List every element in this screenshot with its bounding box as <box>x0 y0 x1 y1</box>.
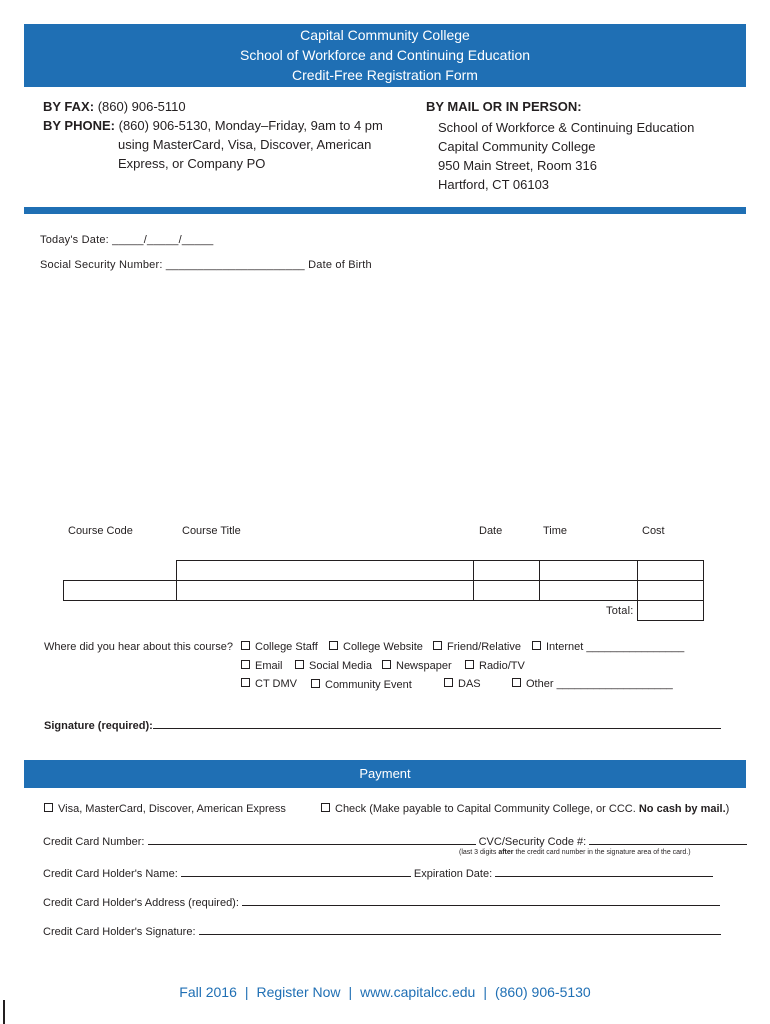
option-label: College Staff <box>255 641 318 653</box>
cvc-label: CVC/Security Code #: <box>478 836 587 848</box>
mail-label <box>426 97 582 116</box>
option-label: College Website <box>343 641 423 653</box>
footer-url[interactable]: www.capitalcc.edu <box>360 984 476 1000</box>
school-name: School of Workforce and Continuing Education <box>239 47 531 63</box>
mail-line-4: Hartford, CT 06103 <box>438 177 550 192</box>
option-newspaper[interactable] <box>382 660 452 672</box>
footer <box>0 984 770 1000</box>
holder-name-label: Credit Card Holder's Name: <box>43 868 178 880</box>
mail-line-2: Capital Community College <box>438 139 596 154</box>
option-label: Visa, MasterCard, Discover, American Express <box>58 803 286 815</box>
option-label: Other ___________________ <box>526 678 673 690</box>
holder-address-line[interactable] <box>242 895 720 906</box>
holder-name-line[interactable] <box>181 866 411 877</box>
col-date: Date <box>479 525 503 537</box>
checkbox-icon[interactable] <box>295 660 304 669</box>
payment-header: Payment <box>24 760 746 788</box>
cvc-note-bold: after <box>498 849 514 856</box>
holder-address-label: Credit Card Holder's Address (required): <box>43 897 239 909</box>
checkbox-icon[interactable] <box>532 641 541 650</box>
date-cell-1[interactable] <box>473 560 540 581</box>
option-label: Email <box>255 660 283 672</box>
checkbox-icon[interactable] <box>465 660 474 669</box>
checkbox-icon[interactable] <box>311 679 320 688</box>
cost-cell-1[interactable] <box>637 560 704 581</box>
expiration-line[interactable] <box>495 866 713 877</box>
option-label: Check (Make payable to Capital Community College, or CCC. <box>335 803 636 815</box>
option-label: Radio/TV <box>479 660 525 672</box>
phone-line-3: Express, or Company PO <box>118 156 266 171</box>
cc-number-line[interactable] <box>148 834 476 845</box>
total-cell[interactable] <box>637 600 704 621</box>
header-divider <box>24 207 746 214</box>
mail-line-3: 950 Main Street, Room 316 <box>438 158 597 173</box>
option-label: Community Event <box>325 679 412 691</box>
checkbox-icon[interactable] <box>321 803 330 812</box>
time-cell-1[interactable] <box>539 560 638 581</box>
payment-option-cards[interactable] <box>44 803 286 815</box>
cc-number-label: Credit Card Number: <box>43 836 145 848</box>
phone-line <box>43 116 383 135</box>
signature-label: Signature (required): <box>44 720 153 732</box>
payment-option-check[interactable] <box>321 803 729 815</box>
total-label: Total: <box>606 605 634 617</box>
phone-label: BY PHONE: <box>43 118 115 133</box>
option-label: CT DMV <box>255 678 297 690</box>
source-question: Where did you hear about this course? <box>44 641 233 653</box>
option-label: Social Media <box>309 660 372 672</box>
todays-date-field[interactable]: Today's Date: _____/_____/_____ <box>40 234 214 246</box>
checkbox-icon[interactable] <box>512 678 521 687</box>
cvc-note-pre: (last 3 digits <box>459 849 497 856</box>
footer-register: Register Now <box>256 984 341 1000</box>
form-header <box>24 24 746 87</box>
phone-line-2: using MasterCard, Visa, Discover, American <box>118 137 372 152</box>
time-cell-2[interactable] <box>539 580 638 601</box>
checkbox-icon[interactable] <box>382 660 391 669</box>
col-time: Time <box>543 525 568 537</box>
checkbox-icon[interactable] <box>241 678 250 687</box>
course-title-cell-2[interactable] <box>176 580 474 601</box>
option-friend-relative[interactable] <box>433 641 521 653</box>
ssn-label: Social Security Number: ______________________ <box>40 259 305 271</box>
option-college-staff[interactable] <box>241 641 318 653</box>
option-label: Newspaper <box>396 660 452 672</box>
holder-address-field[interactable] <box>43 895 720 909</box>
checkbox-icon[interactable] <box>329 641 338 650</box>
mail-line-1: School of Workforce & Continuing Education <box>438 120 695 135</box>
option-community-event[interactable] <box>311 679 412 691</box>
ssn-field[interactable] <box>40 259 372 271</box>
option-other[interactable] <box>512 678 673 690</box>
fax-label: BY FAX: <box>43 99 95 114</box>
mail-label-text: BY MAIL OR IN PERSON: <box>426 99 582 114</box>
footer-phone: (860) 906-5130 <box>494 984 591 1000</box>
footer-sep: | <box>244 984 249 1000</box>
option-college-website[interactable] <box>329 641 423 653</box>
college-name: Capital Community College <box>300 27 470 43</box>
option-label: DAS <box>458 678 481 690</box>
cvc-note <box>459 849 691 856</box>
cc-number-field[interactable] <box>43 834 747 848</box>
footer-term: Fall 2016 <box>179 984 237 1000</box>
date-cell-2[interactable] <box>473 580 540 601</box>
paren-close: ) <box>725 803 730 815</box>
cost-cell-2[interactable] <box>637 580 704 601</box>
fax-line <box>43 97 186 116</box>
footer-sep: | <box>483 984 487 1000</box>
cvc-note-post: the credit card number in the signature area of the card.) <box>515 849 691 856</box>
option-ct-dmv[interactable] <box>241 678 297 690</box>
signature-field[interactable] <box>44 718 721 732</box>
option-das[interactable] <box>444 678 481 690</box>
holder-signature-label: Credit Card Holder's Signature: <box>43 926 196 938</box>
option-email[interactable] <box>241 660 283 672</box>
checkbox-icon[interactable] <box>433 641 442 650</box>
no-cash-note: No cash by mail. <box>638 803 726 815</box>
option-social-media[interactable] <box>295 660 372 672</box>
checkbox-icon[interactable] <box>44 803 53 812</box>
signature-line[interactable] <box>153 718 721 729</box>
option-internet[interactable] <box>532 641 684 653</box>
dob-label: Date of Birth <box>308 259 372 271</box>
col-course-code: Course Code <box>68 525 133 537</box>
fax-value: (860) 906-5110 <box>97 99 186 114</box>
holder-signature-field[interactable] <box>43 924 721 938</box>
option-radio-tv[interactable] <box>465 660 525 672</box>
footer-sep: | <box>348 984 353 1000</box>
col-cost: Cost <box>642 525 665 537</box>
holder-signature-line[interactable] <box>199 924 721 935</box>
col-course-title: Course Title <box>182 525 241 537</box>
course-title-cell-1[interactable] <box>176 560 474 581</box>
option-label: Internet ________________ <box>546 641 685 653</box>
phone-value: (860) 906-5130, Monday–Friday, 9am to 4 pm <box>118 118 383 133</box>
cvc-line[interactable] <box>589 834 747 845</box>
checkbox-icon[interactable] <box>241 641 250 650</box>
course-code-cell-2[interactable] <box>63 580 177 601</box>
checkbox-icon[interactable] <box>444 678 453 687</box>
checkbox-icon[interactable] <box>241 660 250 669</box>
edge-mark <box>3 1000 5 1024</box>
expiration-label: Expiration Date: <box>413 868 493 880</box>
holder-name-field[interactable] <box>43 866 713 880</box>
form-title: Credit-Free Registration Form <box>292 67 478 83</box>
option-label: Friend/Relative <box>447 641 521 653</box>
